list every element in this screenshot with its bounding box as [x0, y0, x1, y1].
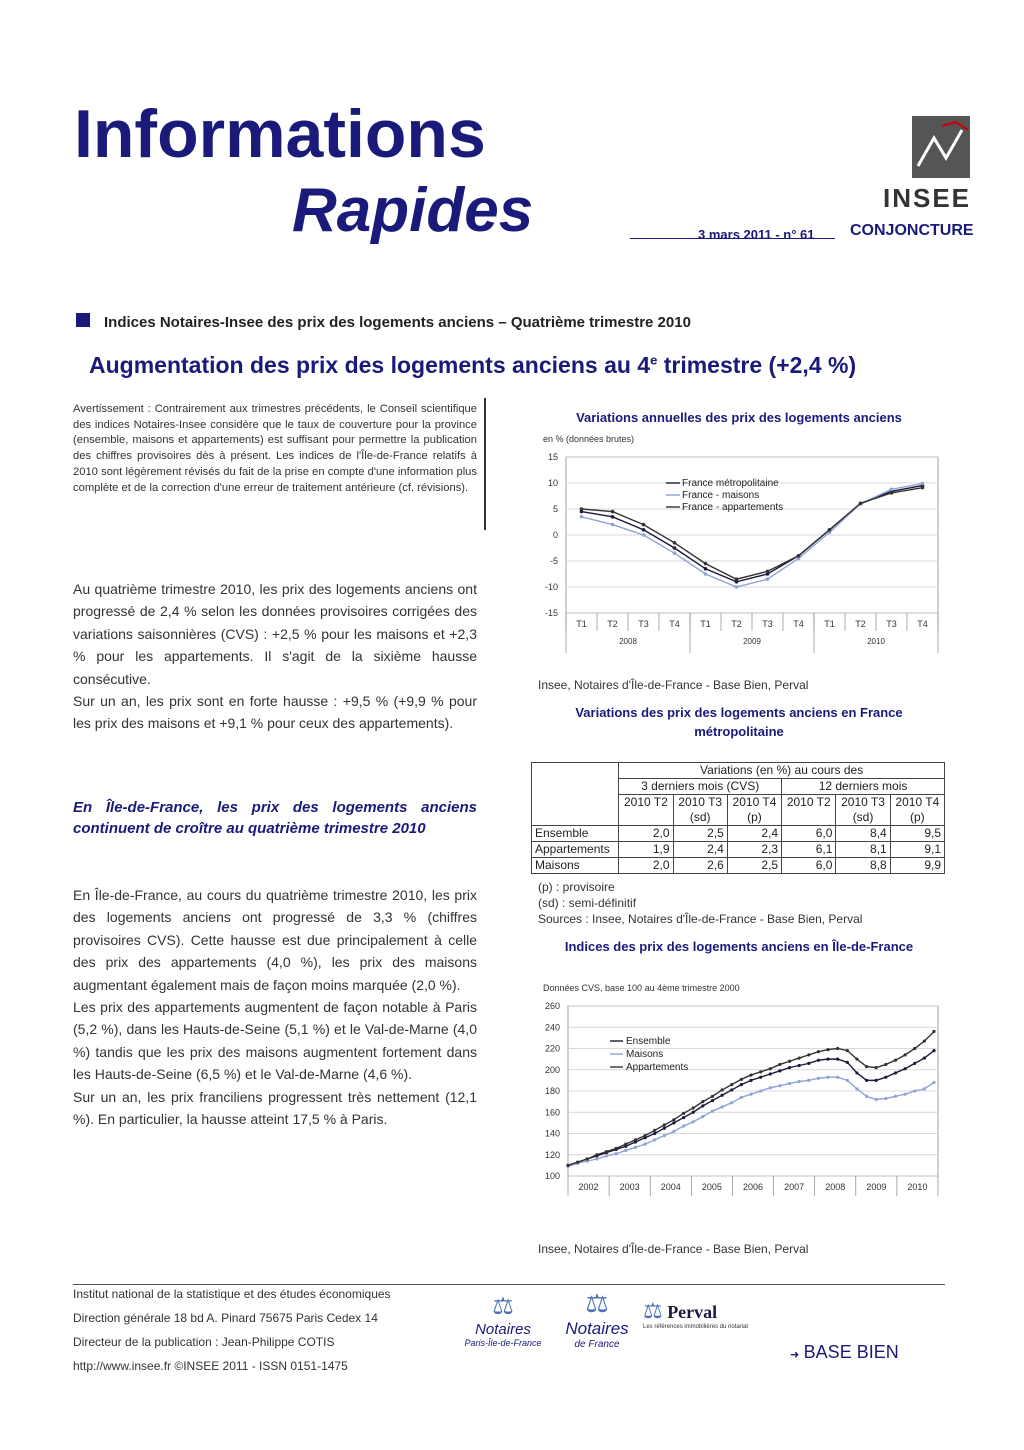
cell: 2,0	[619, 826, 673, 842]
basebien-logo	[790, 1342, 899, 1363]
cell: 8,1	[836, 842, 890, 858]
chart1-svg	[530, 445, 950, 655]
data-point	[807, 1053, 810, 1056]
table-note: (p) : provisoire	[538, 880, 615, 894]
data-point	[721, 1094, 724, 1097]
data-point	[673, 551, 677, 555]
cell: 2,0	[619, 858, 673, 874]
table-source: Sources : Insee, Notaires d'Île-de-France - Base Bien, Perval	[538, 912, 863, 926]
data-point	[701, 1115, 704, 1118]
x-tick-label: T4	[917, 619, 928, 629]
cell: 8,8	[836, 858, 890, 874]
data-point	[932, 1030, 935, 1033]
x-tick-label: 2010	[907, 1182, 928, 1192]
y-tick-label: 180	[544, 1086, 560, 1096]
data-point	[769, 1086, 772, 1089]
chart2-source: Insee, Notaires d'Île-de-France - Base Bien, Perval	[538, 1242, 809, 1256]
data-point	[704, 572, 708, 576]
x-tick-label: 2006	[742, 1182, 764, 1192]
warning-border	[484, 398, 486, 530]
logo-subtext: Les références immobilières du notariat	[643, 1324, 749, 1330]
data-point	[642, 523, 646, 527]
data-point	[653, 1132, 656, 1135]
data-point	[766, 570, 770, 574]
data-point	[634, 1138, 637, 1141]
logo-text: Perval	[667, 1302, 718, 1322]
footer-rule	[73, 1284, 945, 1285]
data-point	[692, 1111, 695, 1114]
data-point	[894, 1095, 897, 1098]
data-point	[769, 1072, 772, 1075]
data-point	[611, 515, 615, 519]
data-point	[817, 1077, 820, 1080]
data-point	[595, 1153, 598, 1156]
cell: 1,9	[619, 842, 673, 858]
chart1-title: Variations annuelles des prix des logements anciens	[576, 410, 902, 425]
legend-label: Ensemble	[626, 1036, 671, 1047]
data-point	[923, 1087, 926, 1090]
data-point	[875, 1079, 878, 1082]
data-point	[624, 1149, 627, 1152]
data-point	[913, 1089, 916, 1092]
data-point	[894, 1059, 897, 1062]
data-point	[913, 1062, 916, 1065]
data-point	[865, 1095, 868, 1098]
data-point	[721, 1088, 724, 1091]
paragraph: Les prix des appartements augmentent de façon notable à Paris (5,2 %), dans les Hauts-de-Seine (5,1 %) et le Val-de-Marne (4,0 %) tandis que les prix des maisons augmentent fortement dans les Hauts-de-Seine (6,5 %) et le Val-de-Marne (4,6 %).	[73, 999, 477, 1083]
cell: 2,4	[673, 842, 727, 858]
y-tick-label: 120	[544, 1149, 560, 1160]
data-point	[817, 1059, 820, 1062]
data-point	[846, 1049, 849, 1052]
data-point	[682, 1116, 685, 1119]
data-point	[730, 1101, 733, 1104]
headline: Augmentation des prix des logements anciens au 4e trimestre (+2,4 %)	[89, 352, 857, 378]
y-tick-label: 15	[547, 452, 558, 462]
x-tick-label: T3	[762, 619, 773, 629]
data-point	[704, 567, 708, 571]
data-point	[749, 1073, 752, 1076]
data-point	[817, 1050, 820, 1053]
price-table	[531, 762, 945, 874]
data-point	[875, 1066, 878, 1069]
x-tick-label: 2004	[660, 1182, 681, 1192]
data-point	[766, 577, 770, 581]
x-tick-label: T1	[824, 619, 835, 629]
notaires-france-logo	[552, 1288, 642, 1350]
data-point	[875, 1098, 878, 1101]
data-point	[826, 1076, 829, 1079]
x-tick-label: T3	[886, 619, 897, 629]
data-point	[735, 585, 739, 589]
chart2-title: Indices des prix des logements anciens en Île-de-France	[564, 939, 914, 954]
data-point	[932, 1049, 935, 1052]
row-label: Maisons	[532, 858, 619, 874]
cell: 6,1	[782, 842, 836, 858]
table-row	[532, 826, 945, 842]
cell: 2,5	[727, 858, 781, 874]
x-tick-label: T3	[638, 619, 649, 629]
data-point	[788, 1082, 791, 1085]
data-point	[711, 1095, 714, 1098]
data-point	[798, 1064, 801, 1067]
x-tick-label: 2008	[825, 1182, 846, 1192]
perval-emblem-icon: ⚖	[643, 1298, 663, 1323]
section-label: Indices Notaires-Insee des prix des logements anciens – Quatrième trimestre 2010	[104, 314, 691, 331]
chart1-source: Insee, Notaires d'Île-de-France - Base Bien, Perval	[538, 678, 809, 692]
data-point	[663, 1123, 666, 1126]
data-point	[884, 1097, 887, 1100]
table-group-header: 3 derniers mois (CVS)	[619, 779, 782, 795]
x-group-label: 2008	[619, 637, 637, 646]
x-group-label: 2009	[743, 637, 761, 646]
x-tick-label: T2	[855, 619, 866, 629]
cell: 9,5	[890, 826, 944, 842]
data-point	[855, 1071, 858, 1074]
data-point	[673, 541, 677, 545]
data-point	[634, 1146, 637, 1149]
footer-line: Directeur de la publication : Jean-Philippe COTIS	[73, 1335, 335, 1349]
data-point	[642, 528, 646, 532]
table-row	[532, 842, 945, 858]
data-point	[913, 1047, 916, 1050]
data-point	[701, 1104, 704, 1107]
x-tick-label: 2002	[578, 1182, 599, 1192]
data-point	[932, 1081, 935, 1084]
paragraph: En Île-de-France, au cours du quatrième trimestre 2010, les prix des logements anciens ont progressé de 3,3 % (chiffres provisoires CVS). Cette hausse est due principalement à celle des prix des appartements (4,0 %), les prix des maisons augmentant également mais de façon moins marquée (2,0 %).	[73, 887, 477, 993]
series-line	[568, 1077, 934, 1166]
paragraph: Au quatrième trimestre 2010, les prix des logements anciens ont progressé de 2,4 % selon les données provisoires corrigées des variations saisonnières (CVS) : +2,5 % pour les maisons et +2,3 % pour les appartements. Il s'agit de la sixième hausse consécutive.	[73, 581, 477, 687]
data-point	[788, 1060, 791, 1063]
table-col-note	[782, 810, 836, 826]
data-point	[749, 1079, 752, 1082]
data-point	[807, 1062, 810, 1065]
x-tick-label: T1	[700, 619, 711, 629]
footer-line: Direction générale 18 bd A. Pinard 75675 Paris Cedex 14	[73, 1311, 378, 1325]
x-tick-label: T2	[607, 619, 618, 629]
legend-label: France - maisons	[682, 490, 760, 501]
body-intro	[73, 578, 477, 735]
series-line	[568, 1051, 934, 1166]
data-point	[778, 1084, 781, 1087]
y-tick-label: 10	[547, 478, 558, 488]
data-point	[797, 554, 801, 558]
data-point	[759, 1089, 762, 1092]
cell: 2,6	[673, 858, 727, 874]
logo-text: Notaires	[475, 1321, 531, 1338]
legend-label: Appartements	[626, 1062, 689, 1073]
data-point	[701, 1100, 704, 1103]
data-point	[884, 1063, 887, 1066]
data-point	[735, 577, 739, 581]
data-point	[904, 1053, 907, 1056]
data-point	[855, 1087, 858, 1090]
table-col-header: 2010 T4	[727, 795, 781, 811]
data-point	[605, 1150, 608, 1153]
data-point	[865, 1065, 868, 1068]
data-point	[921, 482, 925, 486]
y-tick-label: 220	[544, 1043, 560, 1054]
data-point	[721, 1105, 724, 1108]
data-point	[642, 533, 646, 537]
data-point	[769, 1067, 772, 1070]
data-point	[730, 1083, 733, 1086]
org-name: INSEE	[883, 183, 972, 213]
data-point	[828, 528, 832, 532]
data-point	[826, 1048, 829, 1051]
data-point	[788, 1066, 791, 1069]
table-note: (sd) : semi-définitif	[538, 896, 637, 910]
data-point	[580, 515, 584, 519]
chart1-unit: en % (données brutes)	[543, 434, 635, 444]
data-point	[672, 1130, 675, 1133]
basebien-arrow-icon: ➜	[790, 1349, 800, 1361]
cell: 6,0	[782, 858, 836, 874]
x-tick-label: 2009	[866, 1182, 887, 1192]
table-col-note: (p)	[727, 810, 781, 826]
data-point	[826, 1058, 829, 1061]
data-point	[836, 1076, 839, 1079]
category-label: CONJONCTURE	[850, 222, 974, 239]
table-group-header: 12 derniers mois	[782, 779, 945, 795]
table-col-header: 2010 T4	[890, 795, 944, 811]
data-point	[778, 1069, 781, 1072]
legend-label: France - appartements	[682, 502, 784, 513]
data-point	[704, 562, 708, 566]
table-title: Variations des prix des logements anciens en France métropolitaine	[575, 705, 903, 739]
x-group-label: 2010	[867, 637, 885, 646]
section-bullet-icon	[76, 313, 90, 327]
data-point	[836, 1058, 839, 1061]
table-corner	[532, 763, 619, 826]
data-point	[865, 1079, 868, 1082]
data-point	[923, 1039, 926, 1042]
footer-line: http://www.insee.fr ©INSEE 2011 - ISSN 0151-1475	[73, 1359, 348, 1373]
cell: 2,4	[727, 826, 781, 842]
data-point	[653, 1129, 656, 1132]
data-point	[798, 1080, 801, 1083]
footer-line: Institut national de la statistique et des études économiques	[73, 1287, 391, 1301]
data-point	[740, 1078, 743, 1081]
data-point	[798, 1056, 801, 1059]
row-label: Appartements	[532, 842, 619, 858]
data-point	[615, 1147, 618, 1150]
x-tick-label: T4	[793, 619, 804, 629]
legend-label: Maisons	[626, 1049, 664, 1060]
logo-text: BASE BIEN	[803, 1342, 899, 1362]
data-point	[643, 1143, 646, 1146]
y-tick-label: -15	[544, 608, 558, 618]
table-row	[532, 858, 945, 874]
logo-subtext: de France	[574, 1339, 620, 1350]
data-point	[692, 1106, 695, 1109]
cell: 6,0	[782, 826, 836, 842]
data-point	[807, 1079, 810, 1082]
data-point	[673, 546, 677, 550]
data-point	[759, 1070, 762, 1073]
legend-label: France métropolitaine	[682, 478, 779, 489]
chart2-unit: Données CVS, base 100 au 4ème trimestre 2000	[543, 983, 740, 993]
data-point	[692, 1120, 695, 1123]
perval-logo	[643, 1298, 783, 1330]
y-tick-label: 260	[544, 1001, 560, 1011]
data-point	[846, 1061, 849, 1064]
data-point	[595, 1157, 598, 1160]
masthead-subtitle: Rapides	[292, 176, 534, 245]
chart2-svg	[530, 996, 950, 1220]
masthead-title: Informations	[74, 96, 486, 172]
data-point	[730, 1088, 733, 1091]
data-point	[566, 1164, 569, 1167]
y-tick-label: 160	[544, 1107, 560, 1118]
data-point	[890, 487, 894, 491]
data-point	[586, 1157, 589, 1160]
cell: 8,4	[836, 826, 890, 842]
data-point	[624, 1143, 627, 1146]
y-tick-label: 240	[544, 1022, 560, 1033]
table-col-note: (p)	[890, 810, 944, 826]
table-col-note: (sd)	[836, 810, 890, 826]
y-tick-label: 5	[552, 504, 558, 514]
data-point	[682, 1124, 685, 1127]
x-tick-label: 2005	[701, 1182, 722, 1192]
issue-date: 3 mars 2011 - n° 61	[698, 227, 815, 242]
data-point	[663, 1127, 666, 1130]
table-col-header: 2010 T3	[673, 795, 727, 811]
table-col-note	[619, 810, 673, 826]
x-tick-label: T2	[731, 619, 742, 629]
paragraph: Sur un an, les prix franciliens progressent très nettement (12,1 %). En particulier, la hausse atteint 17,5 % à Paris.	[73, 1088, 477, 1128]
y-tick-label: -10	[544, 582, 558, 592]
data-point	[778, 1063, 781, 1066]
data-point	[672, 1118, 675, 1121]
data-point	[580, 507, 584, 511]
series-line	[568, 1032, 934, 1166]
cell: 9,1	[890, 842, 944, 858]
x-tick-label: 2003	[619, 1182, 640, 1192]
data-point	[859, 501, 863, 505]
table-col-header: 2010 T2	[619, 795, 673, 811]
row-label: Ensemble	[532, 826, 619, 842]
cell: 2,3	[727, 842, 781, 858]
y-tick-label: 140	[544, 1128, 560, 1139]
cell: 2,5	[673, 826, 727, 842]
data-point	[921, 486, 925, 490]
y-tick-label: 100	[544, 1171, 560, 1181]
data-point	[749, 1093, 752, 1096]
notaires-emblem-icon: ⚖	[585, 1288, 609, 1318]
body-idf	[73, 884, 477, 1130]
data-point	[759, 1076, 762, 1079]
data-point	[711, 1110, 714, 1113]
data-point	[894, 1071, 897, 1074]
data-point	[904, 1093, 907, 1096]
data-point	[682, 1112, 685, 1115]
data-point	[643, 1134, 646, 1137]
y-tick-label: -5	[549, 556, 558, 566]
x-tick-label: T1	[576, 619, 587, 629]
notaires-idf-logo	[448, 1292, 558, 1348]
data-point	[711, 1099, 714, 1102]
data-point	[653, 1138, 656, 1141]
data-point	[576, 1161, 579, 1164]
cell: 9,9	[890, 858, 944, 874]
subheading: En Île-de-France, les prix des logements anciens continuent de croître au quatrième trimestre 2010	[73, 799, 477, 837]
y-tick-label: 200	[544, 1064, 560, 1075]
table-header-top: Variations (en %) au cours des	[619, 763, 945, 779]
data-point	[740, 1083, 743, 1086]
x-tick-label: 2007	[784, 1182, 805, 1192]
data-point	[740, 1096, 743, 1099]
y-tick-label: 0	[552, 530, 558, 540]
data-point	[611, 510, 615, 514]
data-point	[615, 1152, 618, 1155]
data-point	[846, 1079, 849, 1082]
paragraph: Sur un an, les prix sont en forte hausse : +9,5 % (+9,9 % pour les prix des maisons et +9,1 % pour ceux des appartements).	[73, 693, 477, 732]
x-tick-label: T4	[669, 619, 680, 629]
logo-subtext: Paris-Île-de-France	[464, 1338, 542, 1348]
data-point	[605, 1154, 608, 1157]
logo-text: Notaires	[565, 1319, 629, 1338]
data-point	[611, 523, 615, 527]
data-point	[855, 1058, 858, 1061]
data-point	[663, 1134, 666, 1137]
insee-logo-icon	[912, 116, 970, 178]
warning-text: Avertissement : Contrairement aux trimestres précédents, le Conseil scientifique des indices Notaires-Insee considère que le taux de couverture pour la province (ensemble, maisons et appartements) est suffisant pour permettre la publication des chiffres provisoires dès à présent. Les indices de l'Île-de-France relatifs à 2010 sont légèrement révisés du fait de la prise en compte d'une information plus complète et de la correction d'une erreur de traitement antérieure (cf. révisions).	[73, 403, 477, 494]
data-point	[890, 491, 894, 495]
table-col-note: (sd)	[673, 810, 727, 826]
table-col-header: 2010 T3	[836, 795, 890, 811]
data-point	[923, 1056, 926, 1059]
data-point	[672, 1121, 675, 1124]
data-point	[904, 1067, 907, 1070]
data-point	[884, 1076, 887, 1079]
notaires-emblem-icon: ⚖	[492, 1293, 514, 1320]
data-point	[836, 1047, 839, 1050]
table-col-header: 2010 T2	[782, 795, 836, 811]
